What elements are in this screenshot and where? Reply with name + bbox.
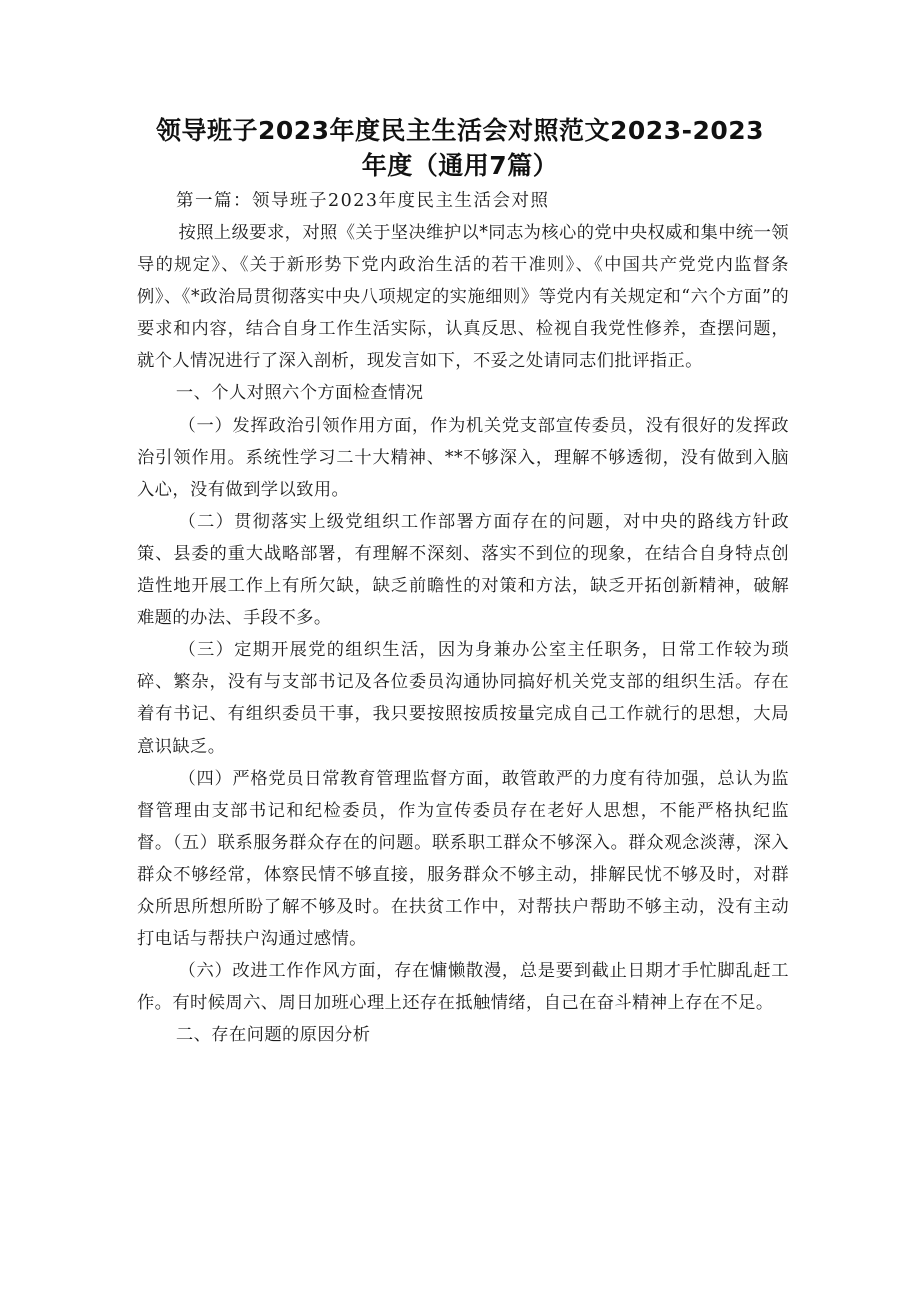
item-paragraph-4-5: （四）严格党员日常教育管理监督方面，敢管敢严的力度有待加强，总认为监督管理由支部书记和纪检委员，作为宣传委员存在老好人思想，不能严格执纪监督。（五）联系服务群众存在的问题。联系职工群众不够深入。群众观念淡薄，深入群众不够经常，体察民情不够直接，服务群众不够主动，排解民忧不够及时，对群众所思所想所盼了解不够及时。在扶贫工作中，对帮扶户帮助不够主动，没有主动打电话与帮扶户沟通过感情。: [137, 768, 789, 950]
item-paragraph-6: （六）改进工作作风方面，存在慵懒散漫，总是要到截止日期才手忙脚乱赶工作。有时候周六、周日加班心理上还存在抵触情绪，自己在奋斗精神上存在不足。: [137, 961, 789, 1014]
document-title-line2: 年度（通用7篇）: [361, 151, 559, 180]
section-subtitle: 第一篇：领导班子2023年度民主生活会对照: [176, 191, 550, 211]
document-title-line1: 领导班子2023年度民主生活会对照范文2023-2023: [155, 116, 765, 145]
item-paragraph-2: （二）贯彻落实上级党组织工作部署方面存在的问题，对中央的路线方针政策、县委的重大战略部署，有理解不深刻、落实不到位的现象，在结合自身特点创造性地开展工作上有所欠缺，缺乏前瞻性的对策和方法，缺乏开拓创新精神，破解难题的办法、手段不多。: [137, 511, 789, 629]
item-paragraph-1: （一）发挥政治引领作用方面，作为机关党支部宣传委员，没有很好的发挥政治引领作用。系统性学习二十大精神、**不够深入，理解不够透彻，没有做到入脑入心，没有做到学以致用。: [137, 415, 789, 500]
section-heading-two: 二、存在问题的原因分析: [175, 1025, 371, 1046]
intro-paragraph: 按照上级要求，对照《关于坚决维护以*同志为核心的党中央权威和集中统一领导的规定》、《关于新形势下党内政治生活的若干准则》、《中国共产党党内监督条例》、《*政治局贯彻落实中央八项规定的实施细则》等党内有关规定和“六个方面”的要求和内容，结合自身工作生活实际，认真反思、检视自我党性修养，查摆问题，就个人情况进行了深入剖析，现发言如下，不妥之处请同志们批评指正。: [137, 223, 789, 372]
document-body: [137, 217, 789, 1051]
section-heading-one: 一、个人对照六个方面检查情况: [175, 383, 424, 404]
item-paragraph-3: （三）定期开展党的组织生活，因为身兼办公室主任职务，日常工作较为琐碎、繁杂，没有与支部书记及各位委员沟通协同搞好机关党支部的组织生活。存在着有书记、有组织委员干事，我只要按照按质按量完成自己工作就行的思想，大局意识缺乏。: [137, 640, 789, 757]
